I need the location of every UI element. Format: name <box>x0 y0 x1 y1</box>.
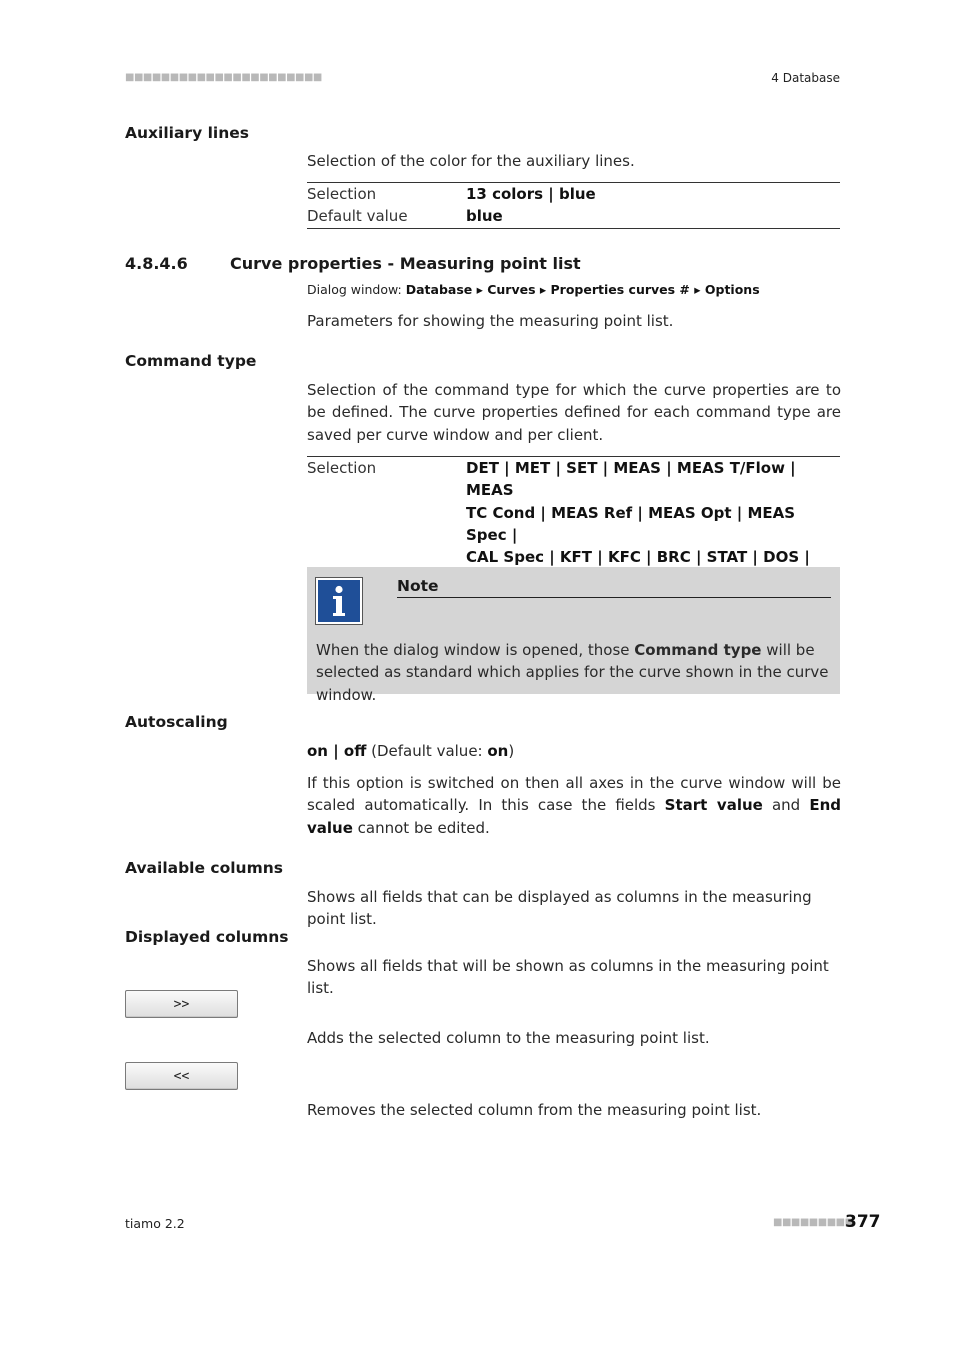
desc-part: cannot be edited. <box>352 818 490 837</box>
section-number: 4.8.4.6 <box>125 254 188 273</box>
note-text-part: When the dialog window is opened, those <box>316 641 635 659</box>
footer-product: tiamo 2.2 <box>125 1216 185 1231</box>
selection-line: DET | MET | SET | MEAS | MEAS T/Flow | MEAS <box>466 459 796 500</box>
command-type-description: Selection of the command type for which the curve properties are to be defined. The curve properties defined for each command type are saved per curve window and per client. <box>307 381 841 444</box>
table-row <box>307 205 840 227</box>
section-intro: Parameters for showing the measuring point list. <box>307 312 674 330</box>
remove-column-description: Removes the selected column from the measuring point list. <box>307 1101 762 1119</box>
selection-line: TC Cond | MEAS Ref | MEAS Opt | MEAS Spec | <box>466 503 796 544</box>
desc-part: If this option is switched on then all axes in the curve window will be scaled automatically. In this case the fields <box>307 774 841 815</box>
note-box <box>307 567 840 704</box>
add-column-description: Adds the selected column to the measuring point list. <box>307 1029 710 1047</box>
remove-column-button[interactable]: << <box>125 1062 238 1090</box>
selection-line: CAL Spec | KFT | KFC | BRC | STAT | DOS | <box>466 548 810 567</box>
autoscaling-option-values: on | off <box>307 742 367 760</box>
desc-part: and <box>762 796 810 815</box>
note-text-bold: Command type <box>634 641 762 659</box>
note-text <box>316 639 832 706</box>
selection-label: Selection <box>307 459 377 477</box>
add-column-button[interactable]: >> <box>125 990 238 1018</box>
dialog-path <box>307 282 760 297</box>
autoscaling-description <box>307 772 841 839</box>
dialog-prefix: Dialog window: <box>307 282 406 297</box>
desc-bold: End value <box>307 796 841 837</box>
note-text-part: will be selected as standard which applies for the curve shown in the curve window. <box>316 641 829 704</box>
term-displayed-columns: Displayed columns <box>125 928 289 946</box>
term-autoscaling: Autoscaling <box>125 713 228 731</box>
default-value: on <box>487 742 509 760</box>
default-value: blue <box>466 207 503 226</box>
page-number: 377 <box>845 1212 881 1232</box>
displayed-columns-description: Shows all fields that will be shown as columns in the measuring point list. <box>307 957 829 998</box>
available-columns-description: Shows all fields that can be displayed as columns in the measuring point list. <box>307 888 812 929</box>
footer-decoration: ■■■■■■■■■ <box>773 1217 854 1228</box>
table-row <box>307 183 840 205</box>
info-icon <box>316 578 362 624</box>
term-command-type: Command type <box>125 352 257 370</box>
term-available-columns: Available columns <box>125 859 284 877</box>
autoscaling-options <box>307 740 841 762</box>
section-title: Curve properties - Measuring point list <box>230 254 581 273</box>
selection-label: Selection <box>307 185 377 203</box>
default-prefix: (Default value: <box>366 742 488 760</box>
header-decoration: ■■■■■■■■■■■■■■■■■■■■■■ <box>125 72 322 83</box>
auxiliary-lines-description: Selection of the color for the auxiliary lines. <box>307 152 635 170</box>
selection-value: 13 colors | blue <box>466 185 596 203</box>
default-label: Default value <box>307 207 408 226</box>
term-auxiliary-lines: Auxiliary lines <box>125 124 249 142</box>
default-suffix: ) <box>508 742 515 760</box>
note-title: Note <box>397 577 831 598</box>
auxiliary-lines-table <box>307 182 840 229</box>
dialog-path-value: Database ▸ Curves ▸ Properties curves # ▸ Options <box>405 282 760 297</box>
chapter-title: 4 Database <box>771 71 840 85</box>
desc-bold: Start value <box>664 796 763 815</box>
